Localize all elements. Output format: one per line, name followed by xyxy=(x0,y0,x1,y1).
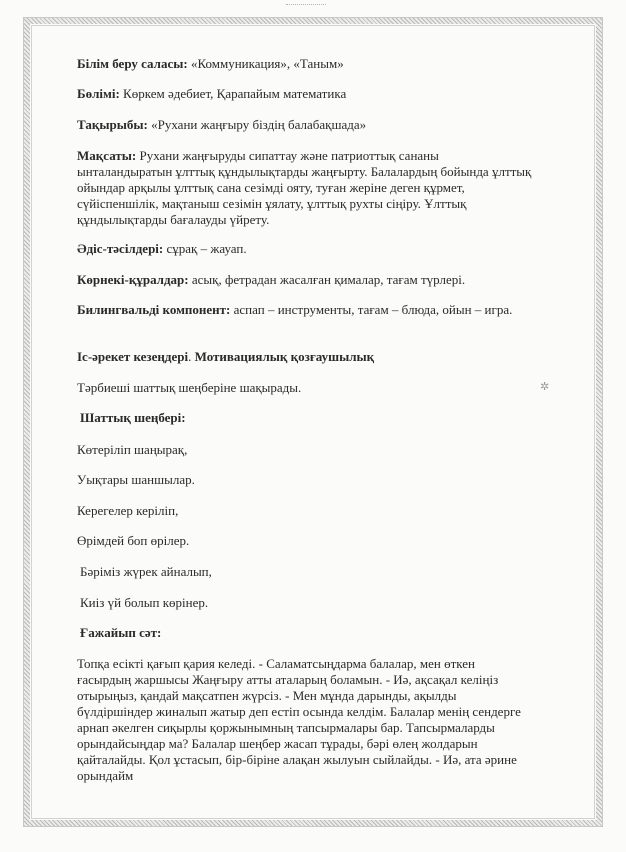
goal-paragraph xyxy=(77,148,532,228)
poem-line-text: Көтеріліп шаңырақ, xyxy=(77,442,188,457)
stages-label: Іс-әрекет кезеңдері xyxy=(77,349,189,364)
scan-mark xyxy=(286,4,326,7)
bilingual-paragraph xyxy=(77,302,527,318)
poem-line-text: Өрімдей боп өрілер. xyxy=(77,533,190,548)
section-label: Бөлімі: xyxy=(77,86,120,101)
scan-speck: ✲ xyxy=(540,380,550,393)
poem-line xyxy=(77,472,195,488)
methods-label: Әдіс-тәсілдері: xyxy=(77,241,164,256)
area-label: Білім беру саласы: xyxy=(77,56,188,71)
topic-label: Тақырыбы: xyxy=(77,117,148,132)
invite-paragraph xyxy=(77,380,301,396)
bilingual-label: Билингвальді компонент: xyxy=(77,302,231,317)
section-text: Көркем әдебиет, Қарапайым математика xyxy=(119,86,347,101)
poem-line-text: Бәріміз жүрек айналып, xyxy=(80,564,212,579)
stages-sep: . xyxy=(188,349,195,364)
story-text: Топқа есікті қағып қария келеді. - Саламатсыңдарма балалар, мен өткен ғасырдың жаршысы Жаңғыру атты аталарың боламын. - Иә, ақсақал келіңіз отырыңыз, қандай мақсатпен жүрсіз. - Мен мұнда дарынды, ақылды бүлдіршіндер жиналып жатыр деп естіп осында келдім. Балалар менің сендерге арнап әкелген сиқырлы қоржынымның тапсырмалары бар. Тапсырмаларды орындайсыңдар ма? Балалар шеңбер жасап тұрады, бәрі өлең жолдарын қайталайды. Қол ұстасып, бір-біріне алақан жылуын сыйлайды. - Иә, ата әрине орындайм xyxy=(77,656,521,783)
goal-label: Мақсаты: xyxy=(77,148,137,163)
visuals-paragraph xyxy=(77,272,532,288)
poem-line xyxy=(77,503,178,519)
topic-text: «Рухани жаңғыру біздің балабақшада» xyxy=(147,117,367,132)
stages-text: Мотивациялық қозғаушылық xyxy=(194,349,375,364)
visuals-text: асық, фетрадан жасалған қималар, тағам түрлері. xyxy=(188,272,466,287)
methods-text: сұрақ – жауап. xyxy=(163,241,247,256)
area-paragraph xyxy=(77,56,344,72)
goal-text: Рухани жаңғыруды сипаттау және патриоттық сананы ынталандыратын ұлттық құндылықтарды жаңғырту. Балалардың бойында ұлттық ойындар арқылы ұлттық сана сезімді ояту, туған жеріне деген құрмет, сүйіспеншілік, мақтаныш сезімін ұялату, ұлттық рухты сіңіру. Ұлттық құндылықтарды бағалауды үйрету. xyxy=(77,148,532,227)
visuals-label: Көрнекі-құралдар: xyxy=(77,272,189,287)
wonder-title xyxy=(80,625,161,641)
area-text: «Коммуникация», «Таным» xyxy=(187,56,344,71)
methods-paragraph xyxy=(77,241,247,257)
topic-paragraph xyxy=(77,117,366,133)
poem-line xyxy=(77,442,187,458)
bilingual-text: аспап – инструменты, тағам – блюда, ойын – игра. xyxy=(230,302,513,317)
poem-line-text: Керегелер керіліп, xyxy=(77,503,179,518)
section-paragraph xyxy=(77,86,346,102)
poem-line xyxy=(80,564,212,580)
wonder-title-text: Ғажайып сәт: xyxy=(80,625,162,640)
stages-paragraph xyxy=(77,349,374,365)
poem-line-text: Уықтары шаншылар. xyxy=(77,472,195,487)
poem-line xyxy=(77,533,189,549)
circle-title xyxy=(80,410,186,426)
poem-line-text: Киіз үй болып көрінер. xyxy=(80,595,209,610)
poem-line xyxy=(80,595,208,611)
invite-text: Тәрбиеші шаттық шеңберіне шақырады. xyxy=(77,380,302,395)
story-paragraph xyxy=(77,656,532,784)
circle-title-text: Шаттық шеңбері: xyxy=(80,410,186,425)
